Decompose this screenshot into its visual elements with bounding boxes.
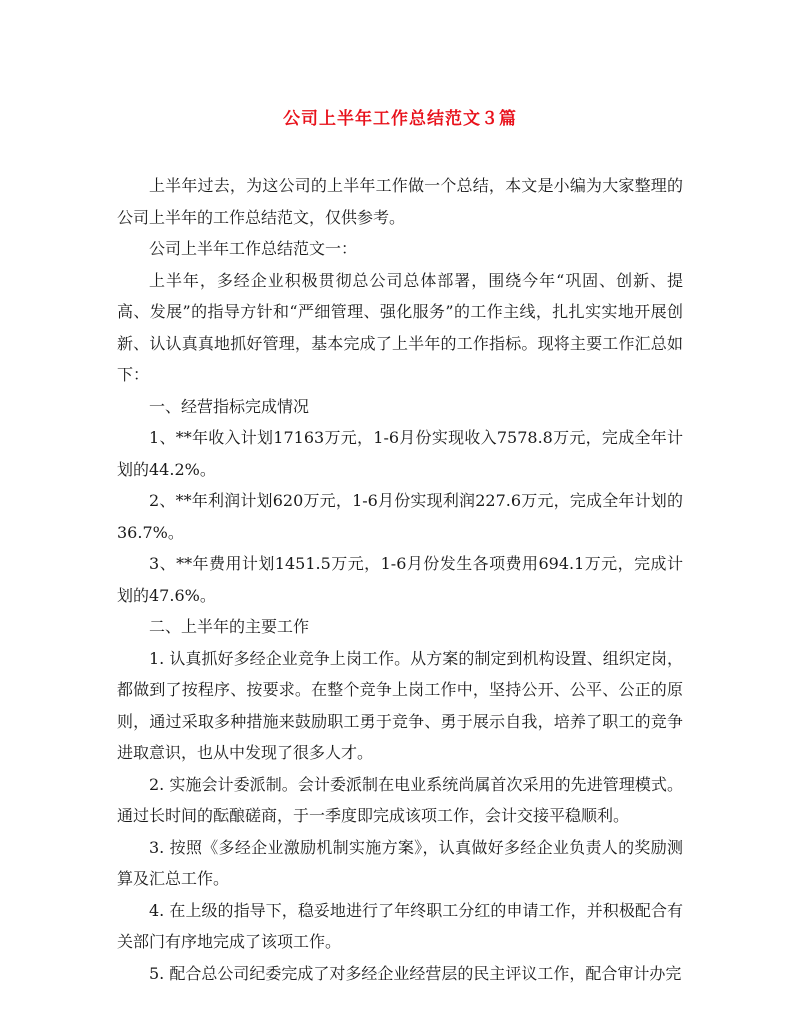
document-body: [117, 170, 683, 989]
paragraph-item-4: 4. 在上级的指导下，稳妥地进行了年终职工分红的申请工作，并积极配合有关部门有序地完成了该项工作。: [117, 900, 683, 951]
paragraph-heading-2: 二、上半年的主要工作: [149, 617, 310, 636]
paragraph-item-2: 2. 实施会计委派制。会计委派制在电业系统尚属首次采用的先进管理模式。通过长时间的酝酿磋商，于一季度即完成该项工作，会计交接平稳顺利。: [117, 774, 683, 825]
paragraph-heading-1: 一、经营指标完成情况: [149, 396, 310, 416]
document-title: 公司上半年工作总结范文３篇: [283, 109, 517, 129]
paragraph-item-3: 3. 按照《多经企业激励机制实施方案》，认真做好多经企业负责人的奖励测算及汇总工作。: [117, 837, 683, 888]
paragraph-expense: 3、**年费用计划1451.5万元，1-6月份发生各项费用694.1万元，完成计划的47.6%。: [117, 554, 683, 605]
paragraph-overview: 上半年，多经企业积极贯彻总公司总体部署，围绕今年“巩固、创新、提高、发展”的指导方针和“严细管理、强化服务”的工作主线，扎扎实实地开展创新、认认真真地抓好管理，基本完成了上半年的工作指标。现将主要工作汇总如下：: [117, 270, 683, 384]
paragraph-item-1: 1. 认真抓好多经企业竞争上岗工作。从方案的制定到机构设置、组织定岗，都做到了按程序、按要求。在整个竞争上岗工作中，坚持公开、公平、公正的原则，通过采取多种措施来鼓励职工勇于竞争、勇于展示自我，培养了职工的竞争进取意识，也从中发现了很多人才。: [117, 648, 683, 762]
paragraph-profit: 2、**年利润计划620万元，1-6月份实现利润227.6万元，完成全年计划的36.7%。: [117, 491, 683, 542]
paragraph-income: 1、**年收入计划17163万元，1-6月份实现收入7578.8万元，完成全年计划的44.2%。: [117, 428, 683, 479]
paragraph-intro: 上半年过去，为这公司的上半年工作做一个总结，本文是小编为大家整理的公司上半年的工作总结范文，仅供参考。: [117, 176, 683, 227]
paragraph-section-heading: 公司上半年工作总结范文一：: [149, 239, 358, 258]
paragraph-item-5: 5. 配合总公司纪委完成了对多经企业经营层的民主评议工作，配合审计办完: [149, 963, 682, 983]
